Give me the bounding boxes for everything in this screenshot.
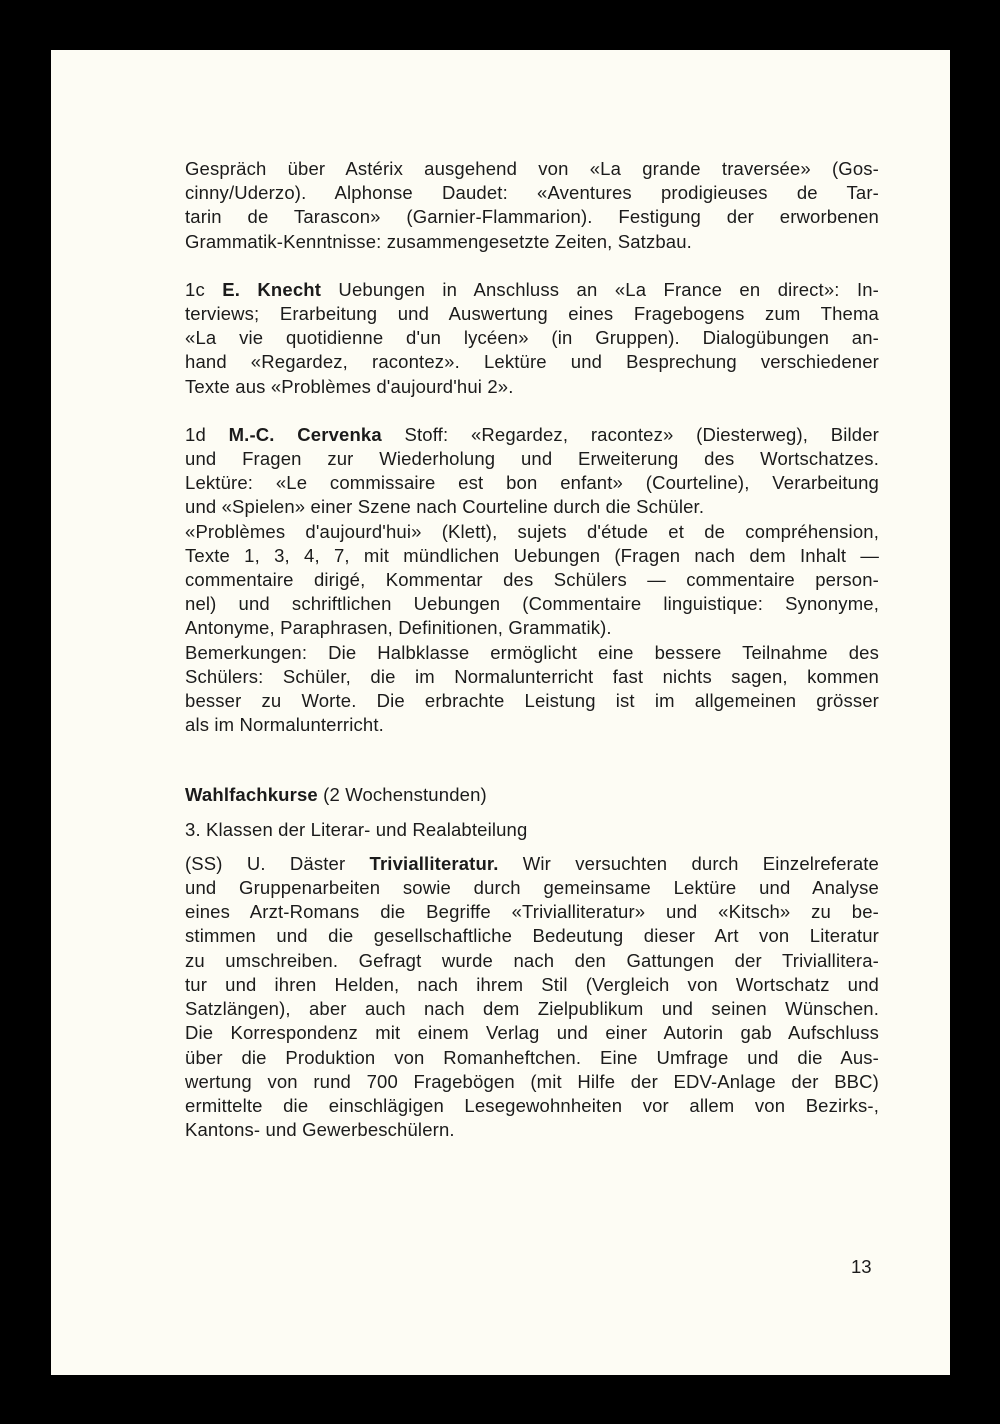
text-line: Texte aus «Problèmes d'aujourd'hui 2».: [185, 375, 514, 397]
text-line: und Fragen zur Wiederholung und Erweiterung des Wortschatzes.: [185, 448, 879, 470]
class-code: 1c: [185, 278, 223, 300]
teacher-name: M.-C. Cervenka: [228, 423, 382, 445]
text-line: besser zu Worte. Die erbrachte Leistung ist im allgemeinen grösser: [185, 690, 879, 712]
document-page: [51, 50, 950, 1375]
text-line: als im Normalunterricht.: [185, 714, 384, 736]
text-line: Grammatik-Kenntnisse: zusammengesetzte Zeiten, Satzbau.: [185, 230, 692, 252]
course-prefix: (SS) U. Däster: [185, 852, 370, 874]
text-line: eines Arzt-Romans die Begriffe «Trivialliteratur» und «Kitsch» zu be-: [185, 901, 879, 923]
text-line: Antonyme, Paraphrasen, Definitionen, Grammatik).: [185, 617, 612, 639]
course-topic: Trivialliteratur.: [369, 852, 499, 874]
text-line: zu umschreiben. Gefragt wurde nach den Gattungen der Triviallitera-: [185, 949, 879, 971]
text-line: terviews; Erarbeitung und Auswertung eines Fragebogens zum Thema: [185, 303, 879, 325]
section-subtitle: 3. Klassen der Literar- und Realabteilung: [185, 818, 528, 840]
line-rest: Wir versuchten durch Einzelreferate: [498, 852, 879, 874]
text-line: tur und ihren Helden, nach ihrem Stil (Vergleich von Wortschatz und: [185, 973, 879, 995]
line-rest: Uebungen in Anschluss an «La France en direct»: In-: [321, 278, 879, 300]
text-line: Satzlängen), aber auch nach dem Zielpublikum und seinen Wünschen.: [185, 998, 879, 1020]
text-line: hand «Regardez, racontez». Lektüre und Besprechung verschiedener: [185, 351, 879, 373]
class-1c-paragraph: [185, 278, 879, 399]
course-ss-paragraph: [185, 852, 879, 1142]
teacher-name: E. Knecht: [222, 278, 322, 300]
intro-paragraph: [185, 157, 879, 254]
page-number: 13: [851, 1256, 872, 1277]
text-line: Schülers: Schüler, die im Normalunterricht fast nichts sagen, kommen: [185, 665, 879, 687]
text-line: ermittelte die einschlägigen Lesegewohnheiten vor allem von Bezirks-,: [185, 1094, 879, 1116]
text-line: stimmen und die gesellschaftliche Bedeutung dieser Art von Literatur: [185, 925, 879, 947]
text-line: «La vie quotidienne d'un lycéen» (in Gruppen). Dialogübungen an-: [185, 327, 879, 349]
text-line: Texte 1, 3, 4, 7, mit mündlichen Uebungen (Fragen nach dem Inhalt —: [185, 544, 879, 566]
text-line: Kantons- und Gewerbeschülern.: [185, 1119, 455, 1141]
text-line: [185, 852, 879, 876]
line-rest: Stoff: «Regardez, racontez» (Diesterweg), Bilder: [381, 423, 879, 445]
text-line: cinny/Uderzo). Alphonse Daudet: «Aventures prodigieuses de Tar-: [185, 182, 879, 204]
class-code: 1d: [185, 423, 229, 445]
text-line: [185, 423, 879, 447]
text-line: über die Produktion von Romanheftchen. Eine Umfrage und die Aus-: [185, 1046, 879, 1068]
text-line: nel) und schriftlichen Uebungen (Commentaire linguistique: Synonyme,: [185, 593, 879, 615]
text-line: tarin de Tarascon» (Garnier-Flammarion). Festigung der erworbenen: [185, 206, 879, 228]
class-1d-paragraph: [185, 423, 879, 738]
section-title-bold: Wahlfachkurse: [185, 784, 318, 806]
text-line: Gespräch über Astérix ausgehend von «La grande traversée» (Gos-: [185, 158, 879, 179]
text-line: und «Spielen» einer Szene nach Courteline durch die Schüler.: [185, 496, 705, 518]
section-title-rest: (2 Wochenstunden): [317, 784, 487, 806]
section-heading: [185, 783, 879, 807]
text-line: commentaire dirigé, Kommentar des Schülers — commentaire person-: [185, 569, 879, 591]
page-content: [185, 157, 879, 1142]
text-line: Lektüre: «Le commissaire est bon enfant» (Courteline), Verarbeitung: [185, 472, 879, 494]
text-line: und Gruppenarbeiten sowie durch gemeinsame Lektüre und Analyse: [185, 877, 879, 899]
text-line: «Problèmes d'aujourd'hui» (Klett), sujets d'étude et de compréhension,: [185, 520, 879, 542]
text-line: wertung von rund 700 Fragebögen (mit Hilfe der EDV-Anlage der BBC): [185, 1070, 879, 1092]
text-line: Bemerkungen: Die Halbklasse ermöglicht eine bessere Teilnahme des: [185, 641, 879, 663]
text-line: [185, 278, 879, 302]
text-line: Die Korrespondenz mit einem Verlag und einer Autorin gab Aufschluss: [185, 1022, 879, 1044]
